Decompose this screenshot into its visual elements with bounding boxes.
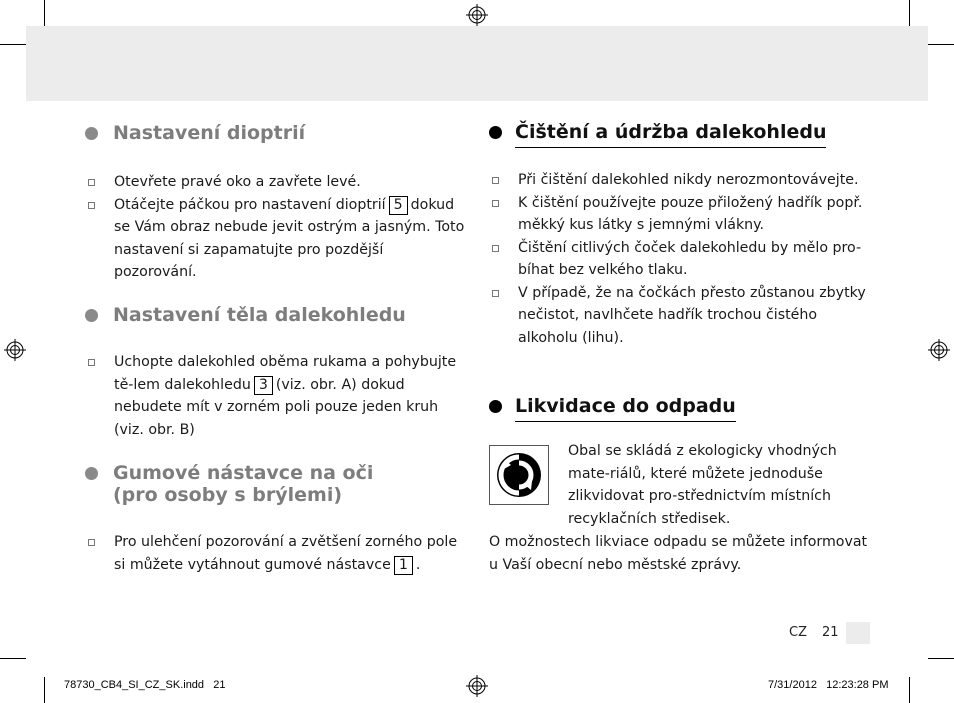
heading-text: Likvidace do odpadu bbox=[515, 395, 736, 422]
heading-text: Čištění a údržba dalekohledu bbox=[515, 121, 826, 148]
list-item-text: Pro ulehčení pozorování a zvětšení zorného pole si můžete vytáhnout gumové nástavce bbox=[114, 534, 458, 573]
checkbox-bullet-icon bbox=[88, 359, 95, 366]
page-tab-marker bbox=[846, 622, 870, 644]
disposal-text: Obal se skládá z ekologicky vhodných mate-riálů, které můžete jednoduše zlikvidovat pro-střednictvím místních recyklačních středisek. bbox=[568, 443, 837, 527]
checkbox-bullet-icon bbox=[492, 245, 499, 252]
part-number-badge: 5 bbox=[389, 196, 408, 215]
part-number-badge: 1 bbox=[394, 556, 413, 575]
bullet-dot-icon bbox=[85, 127, 98, 140]
registration-mark-left-icon bbox=[4, 339, 26, 361]
bullet-list bbox=[85, 531, 465, 576]
section-diopter bbox=[85, 122, 465, 284]
language-code: CZ bbox=[789, 625, 807, 640]
heading-text bbox=[113, 462, 373, 506]
list-item-text: Čištění citlivých čoček dalekohledu by mělo pro-bíhat bez velkého tlaku. bbox=[518, 239, 862, 278]
list-item-text: Otevřete pravé oko a zavřete levé. bbox=[114, 174, 361, 190]
registration-mark-bottom-icon bbox=[466, 675, 488, 697]
header-band bbox=[26, 26, 928, 101]
list-item-text: K čištění používejte pouze přiložený hadřík popř. měkký kus látky s jemnými vlákny. bbox=[518, 194, 863, 233]
crop-mark-bottom-right-v bbox=[909, 677, 910, 703]
registration-mark-right-icon bbox=[928, 339, 950, 361]
list-item bbox=[489, 237, 874, 282]
heading-line-2: (pro osoby s brýlemi) bbox=[113, 484, 343, 506]
part-number-badge: 3 bbox=[254, 376, 273, 395]
checkbox-bullet-icon bbox=[88, 202, 95, 209]
list-item-text: Uchopte dalekohled oběma rukama a pohybujte tě-lem dalekohledu bbox=[114, 354, 457, 393]
section-eyecups bbox=[85, 462, 465, 576]
green-dot-recycling-icon bbox=[489, 445, 549, 505]
checkbox-bullet-icon bbox=[492, 200, 499, 207]
registration-mark-top-icon bbox=[466, 4, 488, 26]
checkbox-bullet-icon bbox=[492, 290, 499, 297]
list-item-text: (viz. obr. A) dokud nebudete mít v zorném poli pouze jeden kruh (viz. obr. B) bbox=[114, 376, 439, 438]
heading-text: Nastavení těla dalekohledu bbox=[113, 304, 406, 326]
list-item bbox=[489, 282, 874, 350]
checkbox-bullet-icon bbox=[492, 177, 499, 184]
disposal-paragraph: O možnostech likviace odpadu se můžete informovat u Vaší obecní nebo městské zprávy. bbox=[489, 534, 868, 573]
checkbox-bullet-icon bbox=[88, 179, 95, 186]
section-heading bbox=[85, 304, 465, 326]
list-item bbox=[489, 192, 874, 237]
list-item-text: dokud se Vám obraz nebude jevit ostrým a jasným. Toto nastavení si zapamatujte pro pozdější pozorování. bbox=[114, 196, 465, 280]
section-body-adjust bbox=[85, 304, 465, 441]
crop-mark-top-left-h bbox=[0, 44, 26, 45]
section-heading bbox=[85, 462, 465, 506]
section-heading bbox=[489, 395, 874, 422]
crop-mark-top-right-v bbox=[909, 0, 910, 26]
crop-mark-top-right-h bbox=[928, 44, 954, 45]
section-disposal bbox=[489, 395, 874, 422]
slug-timestamp: 7/31/2012 12:23:28 PM bbox=[768, 679, 889, 691]
list-item-text: Při čištění dalekohled nikdy nerozmontovávejte. bbox=[518, 172, 859, 188]
heading-text: Nastavení dioptrií bbox=[113, 122, 306, 144]
crop-mark-top-left-v bbox=[44, 0, 45, 26]
section-heading bbox=[489, 121, 874, 148]
bullet-dot-icon bbox=[85, 309, 98, 322]
list-item bbox=[85, 351, 465, 441]
bullet-list bbox=[85, 351, 465, 441]
page-number: 21 bbox=[822, 625, 839, 640]
list-item bbox=[489, 169, 874, 192]
heading-line-1: Gumové nástavce na oči bbox=[113, 462, 374, 484]
checkbox-bullet-icon bbox=[88, 539, 95, 546]
bullet-dot-icon bbox=[489, 400, 502, 413]
section-heading bbox=[85, 122, 465, 144]
crop-mark-bottom-left-v bbox=[44, 677, 45, 703]
crop-mark-bottom-right-h bbox=[928, 658, 954, 659]
bullet-list bbox=[85, 171, 465, 284]
list-item bbox=[85, 531, 465, 576]
crop-mark-bottom-left-h bbox=[0, 658, 26, 659]
slug-filename: 78730_CB4_SI_CZ_SK.indd 21 bbox=[64, 679, 226, 691]
bullet-list bbox=[489, 169, 874, 349]
bullet-dot-icon bbox=[85, 467, 98, 480]
list-item-text: . bbox=[415, 556, 421, 573]
bullet-dot-icon bbox=[489, 126, 502, 139]
list-item bbox=[85, 194, 465, 284]
list-item-text: Otáčejte páčkou pro nastavení dioptrií bbox=[114, 196, 386, 213]
list-item-text: V případě, že na čočkách přesto zůstanou zbytky nečistot, navlhčete hadřík trochou čistého alkoholu (lihu). bbox=[518, 284, 866, 346]
section-cleaning bbox=[489, 121, 874, 349]
list-item bbox=[85, 171, 465, 194]
